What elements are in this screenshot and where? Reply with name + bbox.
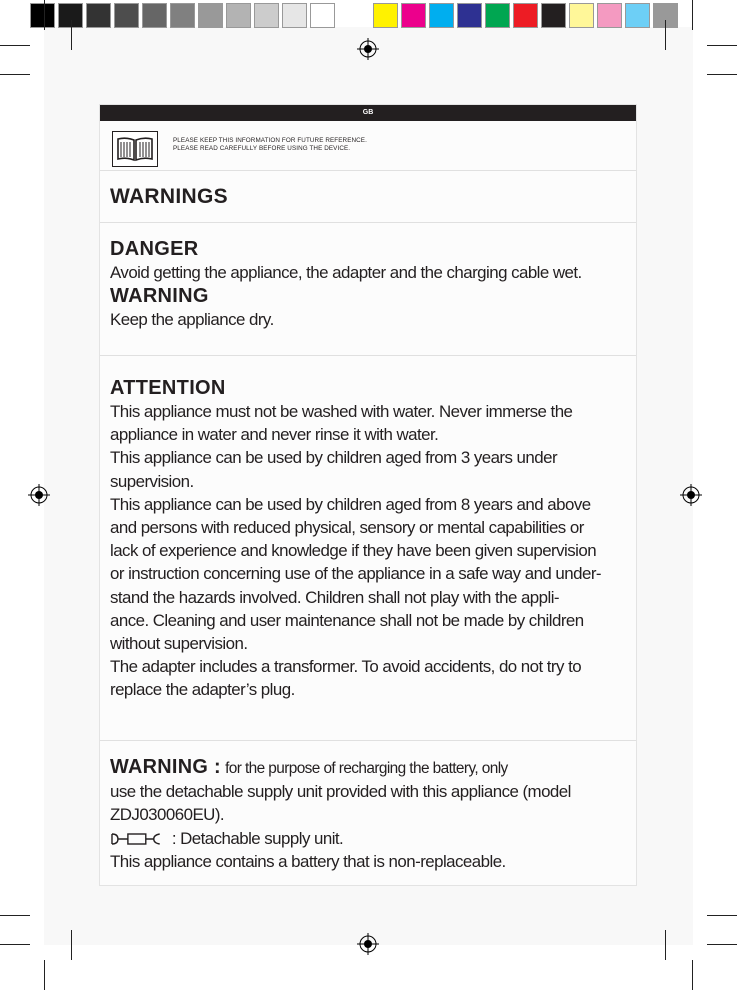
- info-line-read: PLEASE READ CAREFULLY BEFORE USING THE DEVICE.: [173, 145, 351, 152]
- info-line-keep: PLEASE KEEP THIS INFORMATION FOR FUTURE REFERENCE.: [173, 137, 367, 144]
- crop-mark: [665, 20, 666, 50]
- warnings-document: [99, 104, 637, 886]
- attention-line: replace the adapter’s plug.: [110, 680, 295, 700]
- final-warning-inline: for the purpose of recharging the battery, only: [225, 760, 508, 777]
- crop-mark: [707, 45, 737, 46]
- info-text: [173, 137, 367, 153]
- registration-mark-icon: [680, 484, 702, 506]
- battery-text: This appliance contains a battery that is non-replaceable.: [110, 851, 506, 871]
- gray-swatch: [310, 3, 335, 28]
- crop-mark: [44, 960, 45, 990]
- final-warning-line: use the detachable supply unit provided with this appliance (model: [110, 782, 571, 802]
- crop-mark: [707, 944, 737, 945]
- color-swatch: [373, 3, 398, 28]
- gray-swatch: [282, 3, 307, 28]
- crop-mark: [71, 20, 72, 50]
- attention-line: or instruction concerning use of the appliance in a safe way and under-: [110, 564, 601, 584]
- gray-swatch: [226, 3, 251, 28]
- color-swatch: [569, 3, 594, 28]
- color-swatch: [541, 3, 566, 28]
- attention-heading: ATTENTION: [110, 377, 226, 399]
- color-swatch: [597, 3, 622, 28]
- crop-mark: [0, 74, 30, 75]
- danger-text: Avoid getting the appliance, the adapter and the charging cable wet.: [110, 263, 582, 282]
- attention-line: This appliance must not be washed with water. Never immerse the: [110, 402, 573, 421]
- attention-line: without supervision.: [110, 634, 248, 654]
- color-swatch: [513, 3, 538, 28]
- attention-line: lack of experience and knowledge if they have been given supervision: [110, 541, 597, 561]
- color-swatch: [457, 3, 482, 28]
- final-warning-heading: WARNING :: [110, 756, 221, 778]
- attention-line: This appliance can be used by children aged from 8 years and above: [110, 494, 591, 514]
- registration-mark-icon: [357, 38, 379, 60]
- gray-swatch: [30, 3, 55, 28]
- language-tag: GB: [100, 105, 636, 121]
- attention-line: appliance in water and never rinse it with water.: [110, 425, 439, 445]
- gray-swatch: [142, 3, 167, 28]
- crop-mark: [692, 960, 693, 990]
- crop-mark: [44, 0, 45, 30]
- final-warning-line: ZDJ030060EU).: [110, 805, 225, 825]
- info-row: [100, 121, 636, 171]
- danger-heading: DANGER: [110, 238, 199, 260]
- crop-mark: [707, 915, 737, 916]
- color-swatch: [625, 3, 650, 28]
- gray-swatch: [170, 3, 195, 28]
- gray-swatch: [198, 3, 223, 28]
- attention-line: stand the hazards involved. Children shall not play with the appli-: [110, 587, 560, 607]
- supply-unit-text: : Detachable supply unit.: [171, 828, 344, 848]
- crop-mark: [0, 944, 30, 945]
- warning-text: Keep the appliance dry.: [110, 310, 274, 330]
- attention-section: [100, 356, 636, 741]
- crop-mark: [0, 45, 30, 46]
- attention-line: ance. Cleaning and user maintenance shall not be made by children: [110, 610, 584, 630]
- crop-mark: [71, 930, 72, 960]
- attention-line: The adapter includes a transformer. To avoid accidents, do not try to: [110, 657, 582, 677]
- gray-swatch: [254, 3, 279, 28]
- open-book-icon: [112, 131, 158, 167]
- color-swatch: [485, 3, 510, 28]
- danger-section: [100, 223, 636, 356]
- color-calibration-bar: [0, 3, 737, 28]
- color-swatch: [429, 3, 454, 28]
- attention-text: [110, 400, 635, 702]
- registration-mark-icon: [28, 484, 50, 506]
- crop-mark: [692, 0, 693, 30]
- section-title: WARNINGS: [110, 185, 228, 208]
- registration-mark-icon: [357, 933, 379, 955]
- color-swatch: [401, 3, 426, 28]
- attention-line: and persons with reduced physical, sensory or mental capabilities or: [110, 518, 584, 538]
- warning-heading: WARNING: [110, 285, 209, 308]
- supply-unit-section: [100, 741, 636, 887]
- warnings-title-section: [100, 171, 636, 223]
- detachable-supply-unit-icon: [110, 831, 168, 847]
- crop-mark: [0, 915, 30, 916]
- gray-swatch: [86, 3, 111, 28]
- crop-mark: [707, 74, 737, 75]
- gray-swatch: [114, 3, 139, 28]
- crop-mark: [665, 930, 666, 960]
- attention-line: supervision.: [110, 471, 194, 491]
- attention-line: This appliance can be used by children aged from 3 years under: [110, 448, 558, 468]
